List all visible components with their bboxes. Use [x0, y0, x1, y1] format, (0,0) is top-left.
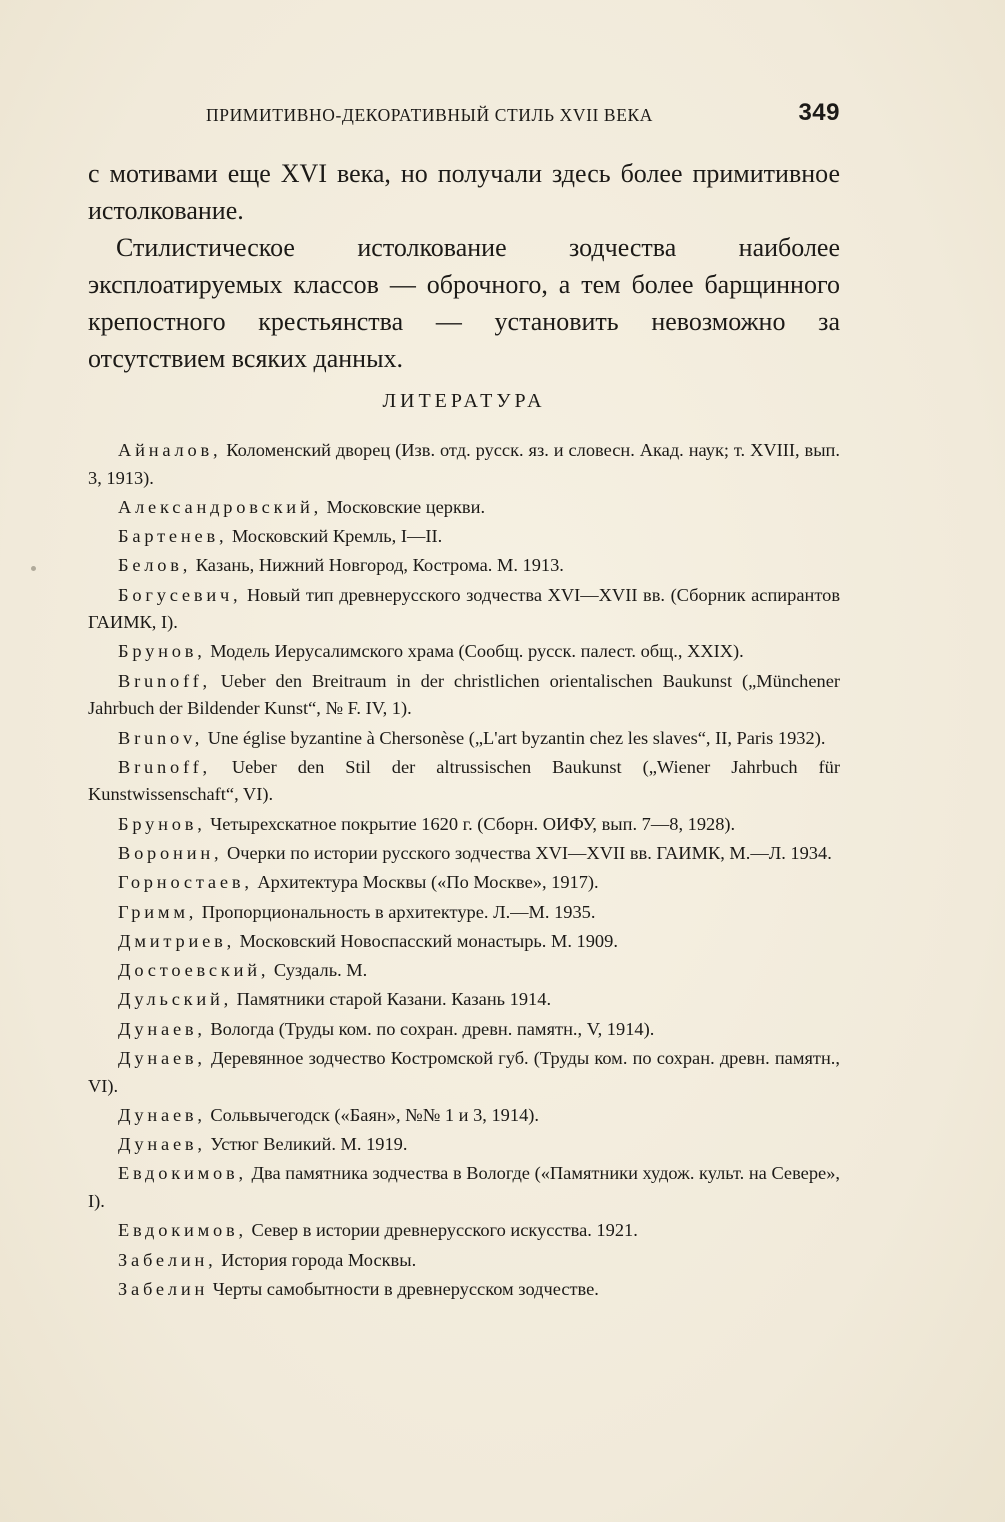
bibliography-author: Белов, [118, 555, 192, 576]
running-title: ПРИМИТИВНО-ДЕКОРАТИВНЫЙ СТИЛЬ XVII ВЕКА [206, 105, 653, 125]
bibliography-text: Север в истории древнерусского искусства. 1921. [246, 1220, 638, 1241]
bibliography-author: Забелин, [118, 1249, 217, 1270]
bibliography-entry [88, 840, 840, 868]
bibliography-entry [88, 1016, 840, 1044]
bibliography-author: Brunoff, [118, 756, 211, 777]
bibliography-text: Деревянное зодчество Костромской губ. (Труды ком. по сохран. древн. памятн., VI). [88, 1048, 840, 1096]
bibliography-text: Два памятника зодчества в Вологде («Памятники худож. культ. на Севере», I). [88, 1163, 840, 1211]
bibliography-text: Пропорциональность в архитектуре. Л.—М. 1935. [197, 901, 596, 922]
bibliography-entry [88, 725, 840, 753]
bibliography-text: Суздаль. М. [269, 960, 368, 981]
bibliography-text: Памятники старой Казани. Казань 1914. [232, 989, 552, 1010]
bibliography-author: Александровский, [118, 496, 322, 517]
bibliography-entry [88, 523, 840, 551]
bibliography-entry [88, 869, 840, 897]
bibliography-text: Сольвычегодск («Баян», №№ 1 и 3, 1914). [205, 1104, 539, 1125]
bibliography-author: Забелин [118, 1278, 209, 1299]
bibliography-entry [88, 957, 840, 985]
bibliography-text: Московские церкви. [322, 496, 486, 517]
bibliography-text: Une église byzantine à Chersonèse („L'art byzantin chez les slaves“, II, Paris 1932). [203, 727, 826, 748]
bibliography-text: Черты самобытности в древнерусском зодчестве. [208, 1278, 599, 1299]
bibliography-entry [88, 1160, 840, 1215]
bibliography-text: Модель Иерусалимского храма (Сообщ. русск. палест. общ., XXIX). [205, 641, 744, 662]
bibliography-author: Евдокимов, [118, 1220, 247, 1241]
bibliography-author: Брунов, [118, 641, 206, 662]
bibliography-text: История города Москвы. [216, 1249, 417, 1270]
bibliography-entry [88, 582, 840, 637]
bibliography-author: Дунаев, [118, 1048, 206, 1069]
bibliography-author: Евдокимов, [118, 1163, 247, 1184]
bibliography-entry [88, 1045, 840, 1100]
bibliography-author: Дульский, [118, 989, 233, 1010]
bibliography-text: Устюг Великий. М. 1919. [205, 1134, 408, 1155]
bibliography-author: Дунаев, [118, 1134, 206, 1155]
bibliography-text: Новый тип древнерусского зодчества XVI—XVII вв. (Сборник аспирантов ГАИМК, I). [88, 584, 840, 633]
bibliography-author: Воронин, [118, 842, 223, 863]
bibliography-text: Четырехскатное покрытие 1620 г. (Сборн. ОИФУ, вып. 7—8, 1928). [205, 813, 736, 834]
bibliography-entry [88, 1247, 840, 1275]
paragraph-continued: с мотивами еще XVI века, но получали здесь более примитивное истолкование. [88, 159, 840, 225]
bibliography-author: Достоевский, [118, 960, 270, 981]
bibliography-text: Вологда (Труды ком. по сохран. древн. памятн., V, 1914). [205, 1018, 655, 1039]
bibliography-author: Дунаев, [118, 1018, 206, 1039]
bibliography-text: Ueber den Breitraum in der christlichen orientalischen Baukunst („Münchener Jahrbuch der Bildender Kunst“, № F. IV, 1). [88, 670, 840, 719]
bibliography-text: Архитектура Москвы («По Москве», 1917). [252, 872, 599, 893]
page-number: 349 [798, 99, 840, 126]
bibliography-entry [88, 1102, 840, 1130]
bibliography-author: Айналов, [118, 440, 222, 460]
bibliography-entry [88, 1131, 840, 1159]
bibliography-entry [88, 638, 840, 666]
bibliography-entry [88, 494, 840, 522]
bibliography-entry [88, 899, 840, 927]
body-text [88, 155, 840, 377]
bibliography-text: Казань, Нижний Новгород, Кострома. М. 1913. [191, 555, 564, 576]
bibliography-author: Гримм, [118, 901, 198, 922]
bibliography-entry [88, 437, 840, 492]
bibliography-author: Брунов, [118, 813, 206, 834]
bibliography-text: Ueber den Stil der altrussischen Baukunst („Wiener Jahrbuch für Kunstwissenschaft“, VI). [88, 756, 840, 805]
bibliography-entry [88, 668, 840, 723]
bibliography-author: Дмитриев, [118, 930, 235, 951]
bibliography-entry [88, 811, 840, 839]
paragraph: Стилистическое истолкование зодчества наиболее эксплоатируемых классов — оброчного, а тем более барщинного крепостного крестьянства — установить невозможно за отсутствием всяких данных. [88, 233, 840, 373]
bibliography-author: Brunov, [118, 727, 204, 748]
bibliography-entry [88, 754, 840, 809]
bibliography-author: Бартенев, [118, 526, 228, 547]
running-head [88, 99, 840, 132]
bibliography-entry [88, 986, 840, 1014]
bibliography-text: Московский Новоспасский монастырь. М. 1909. [234, 930, 618, 951]
bibliography-author: Дунаев, [118, 1104, 206, 1125]
ink-spot [31, 566, 36, 571]
bibliography-entry [88, 1217, 840, 1245]
bibliography-entry [88, 928, 840, 956]
bibliography-text: Коломенский дворец (Изв. отд. русск. яз. и словесн. Акад. наук; т. XVIII, вып. 3, 1913). [88, 440, 840, 488]
bibliography-text: Очерки по истории русского зодчества XVI—XVII вв. ГАИМК, М.—Л. 1934. [222, 842, 832, 863]
bibliography-text: Московский Кремль, I—II. [227, 526, 443, 547]
bibliography-author: Brunoff, [118, 670, 211, 691]
bibliography-entry [88, 552, 840, 580]
bibliography-entry [88, 1276, 840, 1304]
bibliography-list [88, 437, 840, 1305]
section-heading: ЛИТЕРАТУРА [382, 390, 546, 412]
bibliography-author: Богусевич, [118, 584, 242, 605]
bibliography-author: Горностаев, [118, 872, 253, 893]
